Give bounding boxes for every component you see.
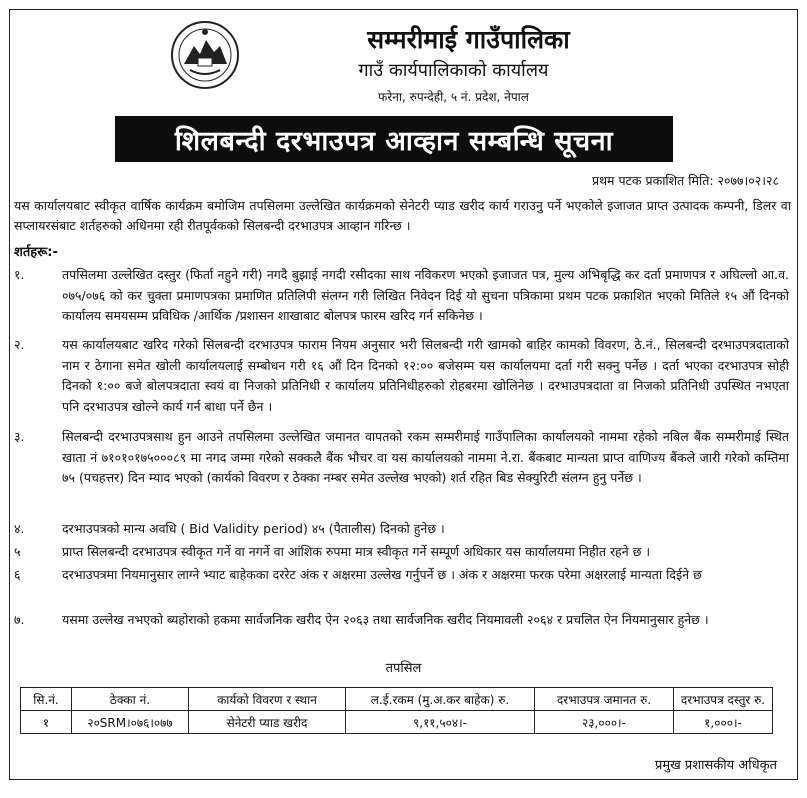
table-cell: ९,११,५०४।- — [346, 711, 535, 734]
table-cell: १ — [21, 711, 72, 734]
table-cell: २३,०००।- — [535, 711, 674, 734]
intro-paragraph: यस कार्यालयबाट स्वीकृत वार्षिक कार्यक्रम बमोजिम तपसिलमा उल्लेखित कार्यक्रमको सेनेटरी प्याड खरीद कार्य गराउनु पर्ने भएकोले इजाजत प्राप्त उत्पादक कम्पनी, डिलर वा सप्लायरसंबाट शर्तहरुको अधिनमा रही रीतपूर्वकको सिलबन्दी दरभाउपत्र आव्हान गरिन्छ । — [14, 198, 791, 233]
condition-item — [10, 265, 789, 327]
table-cell: १,०००।- — [674, 711, 773, 734]
condition-number: ५ — [14, 544, 21, 559]
signatory-title: प्रमुख प्रशासकीय अधिकृत — [654, 758, 777, 773]
condition-text: दरभाउपत्रको मान्य अवधि ( Bid Validity period) ४५ (पैतालीस) दिनको हुनेछ । — [62, 521, 445, 536]
condition-number: ७. — [14, 612, 25, 627]
condition-item — [10, 335, 789, 417]
schedule-heading: तपसिल — [385, 661, 422, 676]
table-header-cell: दरभाउपत्र जमानत रु. — [535, 688, 674, 711]
table-header-cell: दरभाउपत्र दस्तुर रु. — [674, 688, 773, 711]
schedule-table — [20, 687, 773, 734]
conditions-heading: शर्तहरू:- — [14, 245, 58, 260]
table-row — [21, 711, 773, 734]
table-header-cell: ठेक्का नं. — [72, 688, 189, 711]
condition-text: प्राप्त सिलबन्दी दरभाउपत्र स्वीकृत गर्ने वा नगर्ने वा आंशिक रुपमा मात्र स्वीकृत गर्ने सम्पूर्ण अधिकार यस कार्यालयमा निहीत रहने छ । — [62, 544, 651, 559]
notice-page — [9, 9, 798, 780]
header — [10, 10, 797, 108]
notice-title-banner: शिलबन्दी दरभाउपत्र आव्हान सम्बन्धि सूचना — [115, 116, 673, 162]
condition-item — [10, 519, 789, 540]
office-name: गाउँ कार्यपालिकाको कार्यालय — [358, 60, 549, 81]
office-address: फरेना, रुपन्देही, ५ नं. प्रदेश, नेपाल — [378, 90, 529, 104]
condition-item — [10, 565, 789, 586]
condition-number: ३. — [14, 429, 25, 444]
condition-item — [10, 542, 789, 563]
table-header-row — [21, 688, 773, 711]
table-header-cell: ल.ई.रकम (मु.अ.कर बाहेक) रु. — [346, 688, 535, 711]
condition-text: दरभाउपत्रमा नियमानुसार लाग्ने भ्याट बाहेकका दररेट अंक र अक्षरमा उल्लेख गर्नुपर्ने छ । अंक र अक्षरमा फरक परेमा अक्षरलाई मान्यता दिईने छ — [62, 567, 702, 582]
condition-text: सिलबन्दी दरभाउपत्रसाथ हुन आउने तपसिलमा उल्लेखित जमानत वापतको रकम सम्मरीमाई गाउँपालिका कार्यालयको नाममा रहेको नबिल बैंक सम्मरीमाई स्थित खाता नं ७१०१०१७५०००८९ मा नगद जम्मा गरेको सक्कलै बैंक भौचर वा यस कार्यालयको नाममा ने.रा. बैंकबाट मान्यता प्राप्त वाणिज्य बैंकले जारी गरेको कम्तिमा ७५ (पचहत्तर) दिन म्याद भएको (कार्यको विवरण र ठेक्का नम्बर समेत उल्लेख भएको) शर्त रहित बिड सेक्युरिटी संलग्न हुनु पर्नेछ । — [62, 429, 789, 485]
municipality-name: सम्मरीमाई गाउँपालिका — [367, 25, 570, 54]
condition-item — [10, 610, 789, 631]
publish-date: प्रथम पटक प्रकाशित मिति: २०७७।०२।२८ — [591, 173, 779, 188]
condition-number: २. — [14, 337, 25, 352]
table-cell: सेनेटरी प्याड खरीद — [189, 711, 346, 734]
condition-number: ४. — [14, 521, 25, 536]
table-cell: २०SRM।०७६।०७७ — [72, 711, 189, 734]
condition-text: यस कार्यालयबाट खरिद गरेको सिलबन्दी दरभाउपत्र फाराम नियम अनुसार भरी सिलबन्दी गरी खामको बाहिर कामको विवरण, ठे.नं., सिलबन्दी दरभाउपत्रदाताको नाम र ठेगाना समेत खोली कार्यालयलाई सम्बोधन गरी १६ औं दिन दिनको १२:०० बजेसम्म यस कार्यालयमा दर्ता गरी सक्नु पर्नेछ । दर्ता भएका दरभाउपत्र सोही दिनको १:०० बजे बोलपत्रदाता स्वयं वा निजको प्रतिनिधी र कार्यालय प्रतिनिधीहरुको रोहबरमा खोलिनेछ । दरभाउपत्रदाता वा निजको प्रतिनिधी उपस्थित नभएता पनि दरभाउपत्र खोल्ने कार्य गर्न बाधा पर्ने छैन । — [62, 337, 789, 414]
table-header-cell: कार्यको विवरण र स्थान — [189, 688, 346, 711]
table-header-cell: सि.नं. — [21, 688, 72, 711]
condition-text: तपसिलमा उल्लेखित दस्तुर (फिर्ता नहुने गरी) नगदै बुझाई नगदी रसीदका साथ नविकरण भएको इजाजत पत्र, मुल्य अभिबृद्धि कर दर्ता प्रमाणपत्र र अघिल्लो आ.व. ०७५/०७६ को कर चुक्ता प्रमाणपत्रका प्रमाणित प्रतिलिपी संलग्न गरी लिखित निवेदन दिई यो सुचना पत्रिकामा प्रथम पटक प्रकाशित भएको मितिले १५ औं दिनको कार्यालय समयसम्म प्रविधिक /आर्थिक /प्रशासन शाखाबाट बोलपत्र फारम खरिद गर्न सकिनेछ । — [62, 267, 790, 323]
condition-text: यसमा उल्लेख नभएको ब्यहोराको हकमा सार्वजनिक खरीद ऐन २०६३ तथा सार्वजनिक खरीद नियमावली २०६४ र प्रचलित ऐन नियमानुसार हुनेछ । — [62, 612, 709, 627]
condition-number: ६ — [14, 567, 21, 582]
condition-item — [10, 427, 789, 489]
condition-number: १. — [14, 267, 25, 282]
